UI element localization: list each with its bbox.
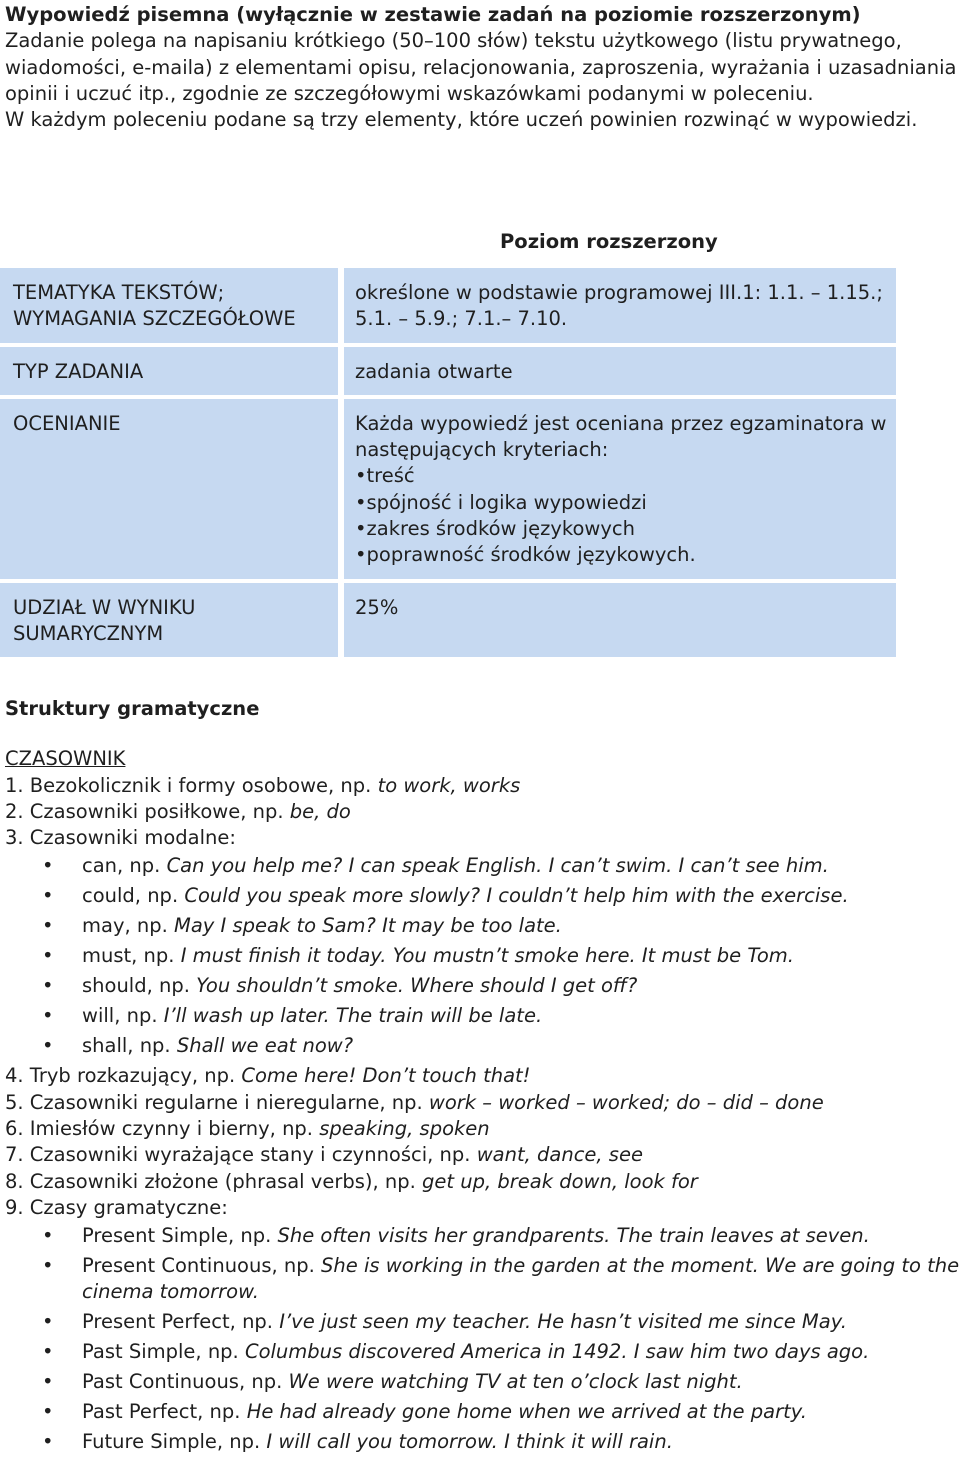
row-value: zadania otwarte <box>344 347 896 395</box>
intro-paragraph-elements: W każdym poleceniu podane są trzy elementy, które uczeń powinien rozwinąć w wypowiedzi. <box>5 108 918 132</box>
list-item: 8. Czasowniki złożone (phrasal verbs), np. get up, break down, look for <box>5 1169 698 1193</box>
list-item: • Present Continuous, np. She is working in the garden at the moment. We are going to the cinema tomorrow. <box>42 1254 960 1304</box>
level-header: Poziom rozszerzony <box>500 230 718 253</box>
list-item: • Past Simple, np. Columbus discovered America in 1492. I saw him two days ago. <box>42 1340 870 1364</box>
modal-verbs-list <box>5 853 960 1059</box>
numbered-list-1 <box>5 773 960 852</box>
list-item: • could, np. Could you speak more slowly? I couldn’t help him with the exercise. <box>42 884 849 908</box>
tenses-list <box>5 1223 960 1456</box>
list-item: 5. Czasowniki regularne i nieregularne, np. work – worked – worked; do – did – done <box>5 1090 824 1114</box>
criteria-list <box>355 463 890 568</box>
list-item: • can, np. Can you help me? I can speak English. I can’t swim. I can’t see him. <box>42 854 829 878</box>
list-item: • should, np. You shouldn’t smoke. Where should I get off? <box>42 974 638 998</box>
table-row <box>0 399 896 579</box>
row-label: TYP ZADANIA <box>0 347 344 395</box>
list-item: 6. Imiesłów czynny i bierny, np. speaking, spoken <box>5 1116 490 1140</box>
criteria-intro: Każda wypowiedź jest oceniana przez egzaminatora w następujących kryteriach: <box>355 411 887 462</box>
list-item: • Present Simple, np. She often visits her grandparents. The train leaves at seven. <box>42 1224 870 1248</box>
list-item: • Past Continuous, np. We were watching TV at ten o’clock last night. <box>42 1370 743 1394</box>
table-row <box>0 583 896 658</box>
list-item: 1. Bezokolicznik i formy osobowe, np. to work, works <box>5 773 521 797</box>
grammar-section <box>5 696 960 1459</box>
row-label: UDZIAŁ W WYNIKU SUMARYCZNYM <box>0 583 344 658</box>
criteria-item: • zakres środków językowych <box>355 516 890 542</box>
list-item: • Past Perfect, np. He had already gone home when we arrived at the party. <box>42 1400 807 1424</box>
table-row <box>0 347 896 395</box>
list-item: • must, np. I must finish it today. You mustn’t smoke here. It must be Tom. <box>42 944 795 968</box>
list-item: • may, np. May I speak to Sam? It may be too late. <box>42 914 562 938</box>
exam-spec-table <box>0 264 896 661</box>
list-item: 2. Czasowniki posiłkowe, np. be, do <box>5 799 351 823</box>
intro <box>5 2 960 133</box>
list-item: • shall, np. Shall we eat now? <box>42 1034 354 1058</box>
list-item: 3. Czasowniki modalne: <box>5 826 236 850</box>
criteria-item: • treść <box>355 463 890 489</box>
intro-paragraph: Zadanie polega na napisaniu krótkiego (50–100 słów) tekstu użytkowego (listu prywatnego, wiadomości, e-maila) z elementami opisu, relacjonowania, zaproszenia, wyrażania i uzasadniania opinii i uczuć itp., zgodnie ze szczegółowymi wskazówkami podanymi w poleceniu. <box>5 29 957 105</box>
row-value <box>344 399 896 579</box>
criteria-item: • spójność i logika wypowiedzi <box>355 490 890 516</box>
list-item: 9. Czasy gramatyczne: <box>5 1195 228 1219</box>
table-row <box>0 268 896 343</box>
list-item: • Present Perfect, np. I’ve just seen my teacher. He hasn’t visited me since May. <box>42 1310 847 1334</box>
row-value: 25% <box>344 583 896 658</box>
list-item: 4. Tryb rozkazujący, np. Come here! Don’t touch that! <box>5 1064 531 1088</box>
row-label: OCENIANIE <box>0 399 344 579</box>
numbered-list-2 <box>5 1063 960 1221</box>
list-item: 7. Czasowniki wyrażające stany i czynności, np. want, dance, see <box>5 1143 643 1167</box>
grammar-title: Struktury gramatyczne <box>5 697 260 720</box>
list-item: • will, np. I’ll wash up later. The train will be late. <box>42 1004 543 1028</box>
section-heading: Wypowiedź pisemna (wyłącznie w zestawie zadań na poziomie rozszerzonym) <box>5 3 861 26</box>
row-label: TEMATYKA TEKSTÓW; WYMAGANIA SZCZEGÓŁOWE <box>0 268 344 343</box>
row-value: określone w podstawie programowej III.1: 1.1. – 1.15.; 5.1. – 5.9.; 7.1.– 7.10. <box>344 268 896 343</box>
list-item: • Future Simple, np. I will call you tomorrow. I think it will rain. <box>42 1430 673 1454</box>
verb-section-title: CZASOWNIK <box>5 747 126 771</box>
criteria-item: • poprawność środków językowych. <box>355 542 890 568</box>
